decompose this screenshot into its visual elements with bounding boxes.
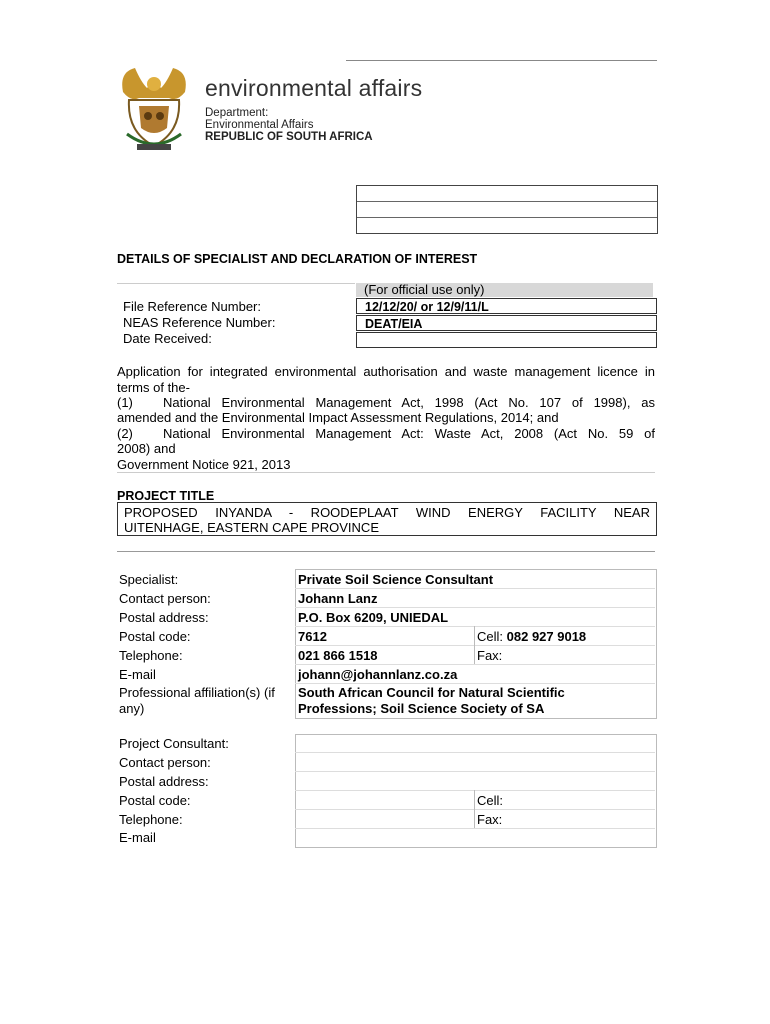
government-notice: Government Notice 921, 2013	[117, 457, 291, 472]
row-divider	[295, 607, 655, 608]
org-name: environmental affairs	[205, 75, 423, 101]
specialist-label: Specialist:	[119, 572, 179, 587]
divider	[117, 283, 355, 284]
blank-row[interactable]	[357, 217, 657, 233]
row-divider	[295, 626, 655, 627]
application-item-1	[117, 395, 655, 411]
page-title: DETAILS OF SPECIALIST AND DECLARATION OF INTEREST	[117, 252, 478, 266]
project-title-line: UITENHAGE, EASTERN CAPE PROVINCE	[124, 520, 379, 535]
email-label: E-mail	[119, 667, 156, 682]
contact-person-label: Contact person:	[119, 591, 211, 606]
item-text: National Environmental Management Act: Waste Act, 2008 (Act No. 59 of	[163, 426, 655, 441]
column-divider	[474, 790, 475, 828]
application-item-1-cont: amended and the Environmental Impact Assessment Regulations, 2014; and	[117, 410, 559, 425]
postal-code-field[interactable]: 7612	[298, 629, 327, 644]
consultant-fax-label[interactable]: Fax:	[477, 812, 503, 827]
country-name: REPUBLIC OF SOUTH AFRICA	[205, 131, 373, 143]
project-title-label: PROJECT TITLE	[117, 489, 215, 503]
blank-row[interactable]	[357, 186, 657, 201]
department-label: Department:	[205, 107, 269, 119]
row-divider	[295, 809, 655, 810]
column-divider	[474, 626, 475, 664]
affiliation-label: Professional affiliation(s) (if	[119, 685, 275, 700]
project-consultant-label: Project Consultant:	[119, 736, 229, 751]
fax-label[interactable]: Fax:	[477, 648, 503, 663]
application-item-2-cont: 2008) and	[117, 441, 176, 456]
top-rule	[346, 60, 657, 61]
official-use-label: (For official use only)	[356, 283, 653, 297]
coat-of-arms-icon	[117, 62, 191, 154]
row-divider	[295, 683, 655, 684]
project-title-line: PROPOSED INYANDA - ROODEPLAAT WIND ENERGY FACILITY NEAR	[124, 505, 650, 520]
neas-reference-label: NEAS Reference Number:	[123, 315, 276, 330]
cell-field[interactable]	[477, 629, 586, 645]
telephone-label: Telephone:	[119, 648, 183, 663]
postal-address-label: Postal address:	[119, 610, 209, 625]
department-name: Environmental Affairs	[205, 119, 314, 131]
row-divider	[295, 752, 655, 753]
consultant-contact-label: Contact person:	[119, 755, 211, 770]
consultant-code-label: Postal code:	[119, 793, 191, 808]
blank-row[interactable]	[357, 201, 657, 217]
date-received-field[interactable]	[356, 332, 657, 348]
consultant-telephone-label: Telephone:	[119, 812, 183, 827]
row-divider	[295, 771, 655, 772]
row-divider	[295, 790, 655, 791]
project-title-field[interactable]	[117, 502, 657, 536]
affiliation-label-cont: any)	[119, 701, 145, 716]
application-item-2	[117, 426, 655, 442]
item-number: (1)	[117, 395, 133, 410]
telephone-field[interactable]: 021 866 1518	[298, 648, 378, 663]
neas-reference-field[interactable]: DEAT/EIA	[356, 315, 657, 331]
cell-value: 082 927 9018	[506, 629, 587, 644]
row-divider	[295, 664, 655, 665]
postal-address-field[interactable]: P.O. Box 6209, UNIEDAL	[298, 610, 449, 625]
postal-code-label: Postal code:	[119, 629, 191, 644]
email-field[interactable]: johann@johannlanz.co.za	[298, 667, 458, 682]
cell-label: Cell:	[477, 629, 504, 644]
contact-person-field[interactable]: Johann Lanz	[298, 591, 378, 606]
file-reference-field[interactable]: 12/12/20/ or 12/9/11/L	[356, 298, 657, 314]
row-divider	[295, 828, 655, 829]
affiliation-field-cont: Professions; Soil Science Society of SA	[298, 701, 545, 716]
official-blank-box	[356, 185, 658, 234]
divider	[117, 472, 655, 473]
consultant-cell-label[interactable]: Cell:	[477, 793, 504, 808]
file-reference-label: File Reference Number:	[123, 299, 261, 314]
specialist-field[interactable]: Private Soil Science Consultant	[298, 572, 494, 587]
divider	[117, 551, 655, 552]
item-text: National Environmental Management Act, 1998 (Act No. 107 of 1998), as	[163, 395, 655, 410]
consultant-postal-label: Postal address:	[119, 774, 209, 789]
application-intro: Application for integrated environmental authorisation and waste management licence in terms of the-	[117, 364, 655, 395]
affiliation-field[interactable]: South African Council for Natural Scientific	[298, 685, 565, 700]
row-divider	[295, 588, 655, 589]
date-received-label: Date Received:	[123, 331, 212, 346]
consultant-email-label: E-mail	[119, 830, 156, 845]
row-divider	[295, 645, 655, 646]
item-number: (2)	[117, 426, 133, 441]
